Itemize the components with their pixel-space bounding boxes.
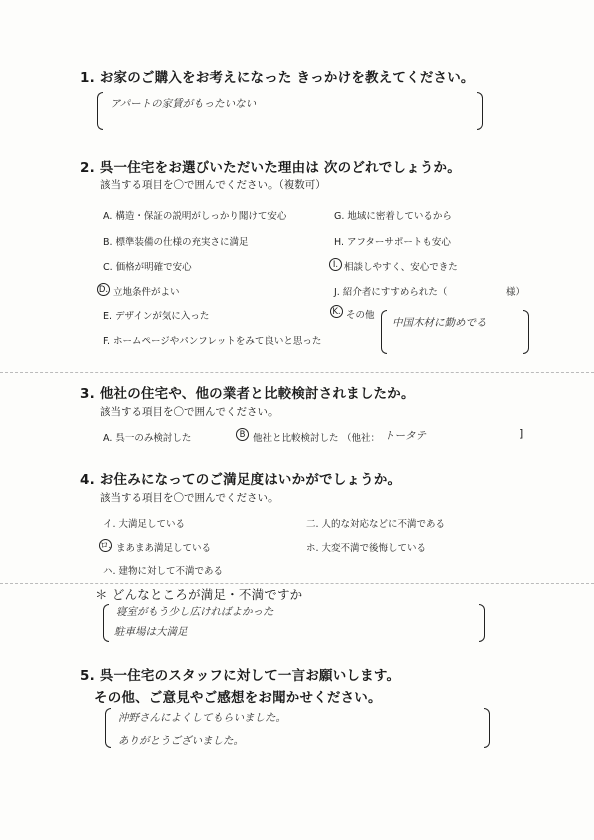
q1-answer: アパートの家賃がもったいない xyxy=(110,98,257,110)
q2-option-h: H. アフターサポートも安心 xyxy=(334,237,451,248)
q2-other-bracket-left xyxy=(381,310,387,354)
q2-option-c: C. 価格が明確で安心 xyxy=(103,262,192,273)
q4-sub-title: ＊ どんなところが満足・不満ですか xyxy=(95,587,303,602)
q2-title: 2. 呉一住宅をお選びいただいた理由は 次のどれでしょうか。 xyxy=(80,160,461,176)
q2-note: 該当する項目を〇で囲んでください。（複数可） xyxy=(100,179,326,191)
q3-note: 該当する項目を〇で囲んでください。 xyxy=(100,406,279,418)
q4-answer-line1: 寝室がもう少し広ければよかった xyxy=(116,606,274,618)
q4-option-i: イ. 大満足している xyxy=(103,519,186,530)
q1-bracket-left xyxy=(97,92,103,130)
q2-option-f: F. ホームページやパンフレットをみて良いと思った xyxy=(103,336,322,347)
q4-option-ro-circle: ロ. xyxy=(100,541,112,551)
q2-other-bracket-right xyxy=(523,310,529,354)
q4-option-ro: まあまあ満足している xyxy=(116,543,212,554)
q2-option-g: G. 地域に密着しているから xyxy=(334,211,452,222)
q5-title-line2: その他、ご意見やご感想をお聞かせください。 xyxy=(94,690,382,706)
q4-option-ha: ハ. 建物に対して不満である xyxy=(103,566,224,577)
q3-option-b-circle: B xyxy=(236,428,249,441)
q5-answer-line1: 沖野さんによくしてもらいました。 xyxy=(118,712,286,724)
q2-option-d: 立地条件がよい xyxy=(113,287,180,298)
q2-option-i: 相談しやすく、安心できた xyxy=(344,262,458,273)
q3-option-a: A. 呉一のみ検討した xyxy=(103,433,192,444)
q5-title-line1: 5. 呉一住宅のスタッフに対して一言お願いします。 xyxy=(80,668,401,684)
q5-bracket-left xyxy=(105,708,111,748)
q4-title: 4. お住みになってのご満足度はいかがでしょうか。 xyxy=(80,472,402,488)
q3-closing-bracket: ] xyxy=(519,427,524,440)
q4-bracket-right xyxy=(479,604,485,642)
divider xyxy=(0,372,594,373)
q2-option-a: A. 構造・保証の説明がしっかり聞けて安心 xyxy=(103,211,287,222)
q4-answer-line2: 駐車場は大満足 xyxy=(114,626,188,638)
q2-option-i-circle: I. xyxy=(329,258,342,271)
q3-title: 3. 他社の住宅や、他の業者と比較検討されましたか。 xyxy=(80,386,415,402)
q1-bracket-right xyxy=(477,92,483,130)
q2-option-k-circle: K. xyxy=(330,305,343,318)
q4-option-ni: 二. 人的な対応などに不満である xyxy=(306,519,446,530)
q4-note: 該当する項目を〇で囲んでください。 xyxy=(100,492,279,504)
q2-option-k: その他 xyxy=(346,310,375,321)
q2-option-d-circle: D. xyxy=(98,285,109,295)
q2-option-j: J. 紹介者にすすめられた（ xyxy=(334,287,448,298)
q4-bracket-left xyxy=(103,604,109,642)
q3-option-b: 他社と比較検討した xyxy=(253,433,339,444)
q2-other-answer: 中国木材に勤めでる xyxy=(392,317,487,329)
q2-option-j-suffix: 様） xyxy=(506,287,526,298)
q1-title: 1. お家のご購入をお考えになった きっかけを教えてください。 xyxy=(80,70,475,86)
q2-option-b: B. 標準装備の仕様の充実さに満足 xyxy=(103,237,249,248)
q4-option-ho: ホ. 大変不満で後悔している xyxy=(306,543,427,554)
q3-other-answer: トータテ xyxy=(384,430,426,442)
q2-option-e: E. デザインが気に入った xyxy=(103,311,210,322)
q5-answer-line2: ありがとうございました。 xyxy=(118,735,244,747)
divider xyxy=(0,583,594,584)
q3-other-label: （他社： xyxy=(342,433,381,444)
q5-bracket-right xyxy=(484,708,490,748)
